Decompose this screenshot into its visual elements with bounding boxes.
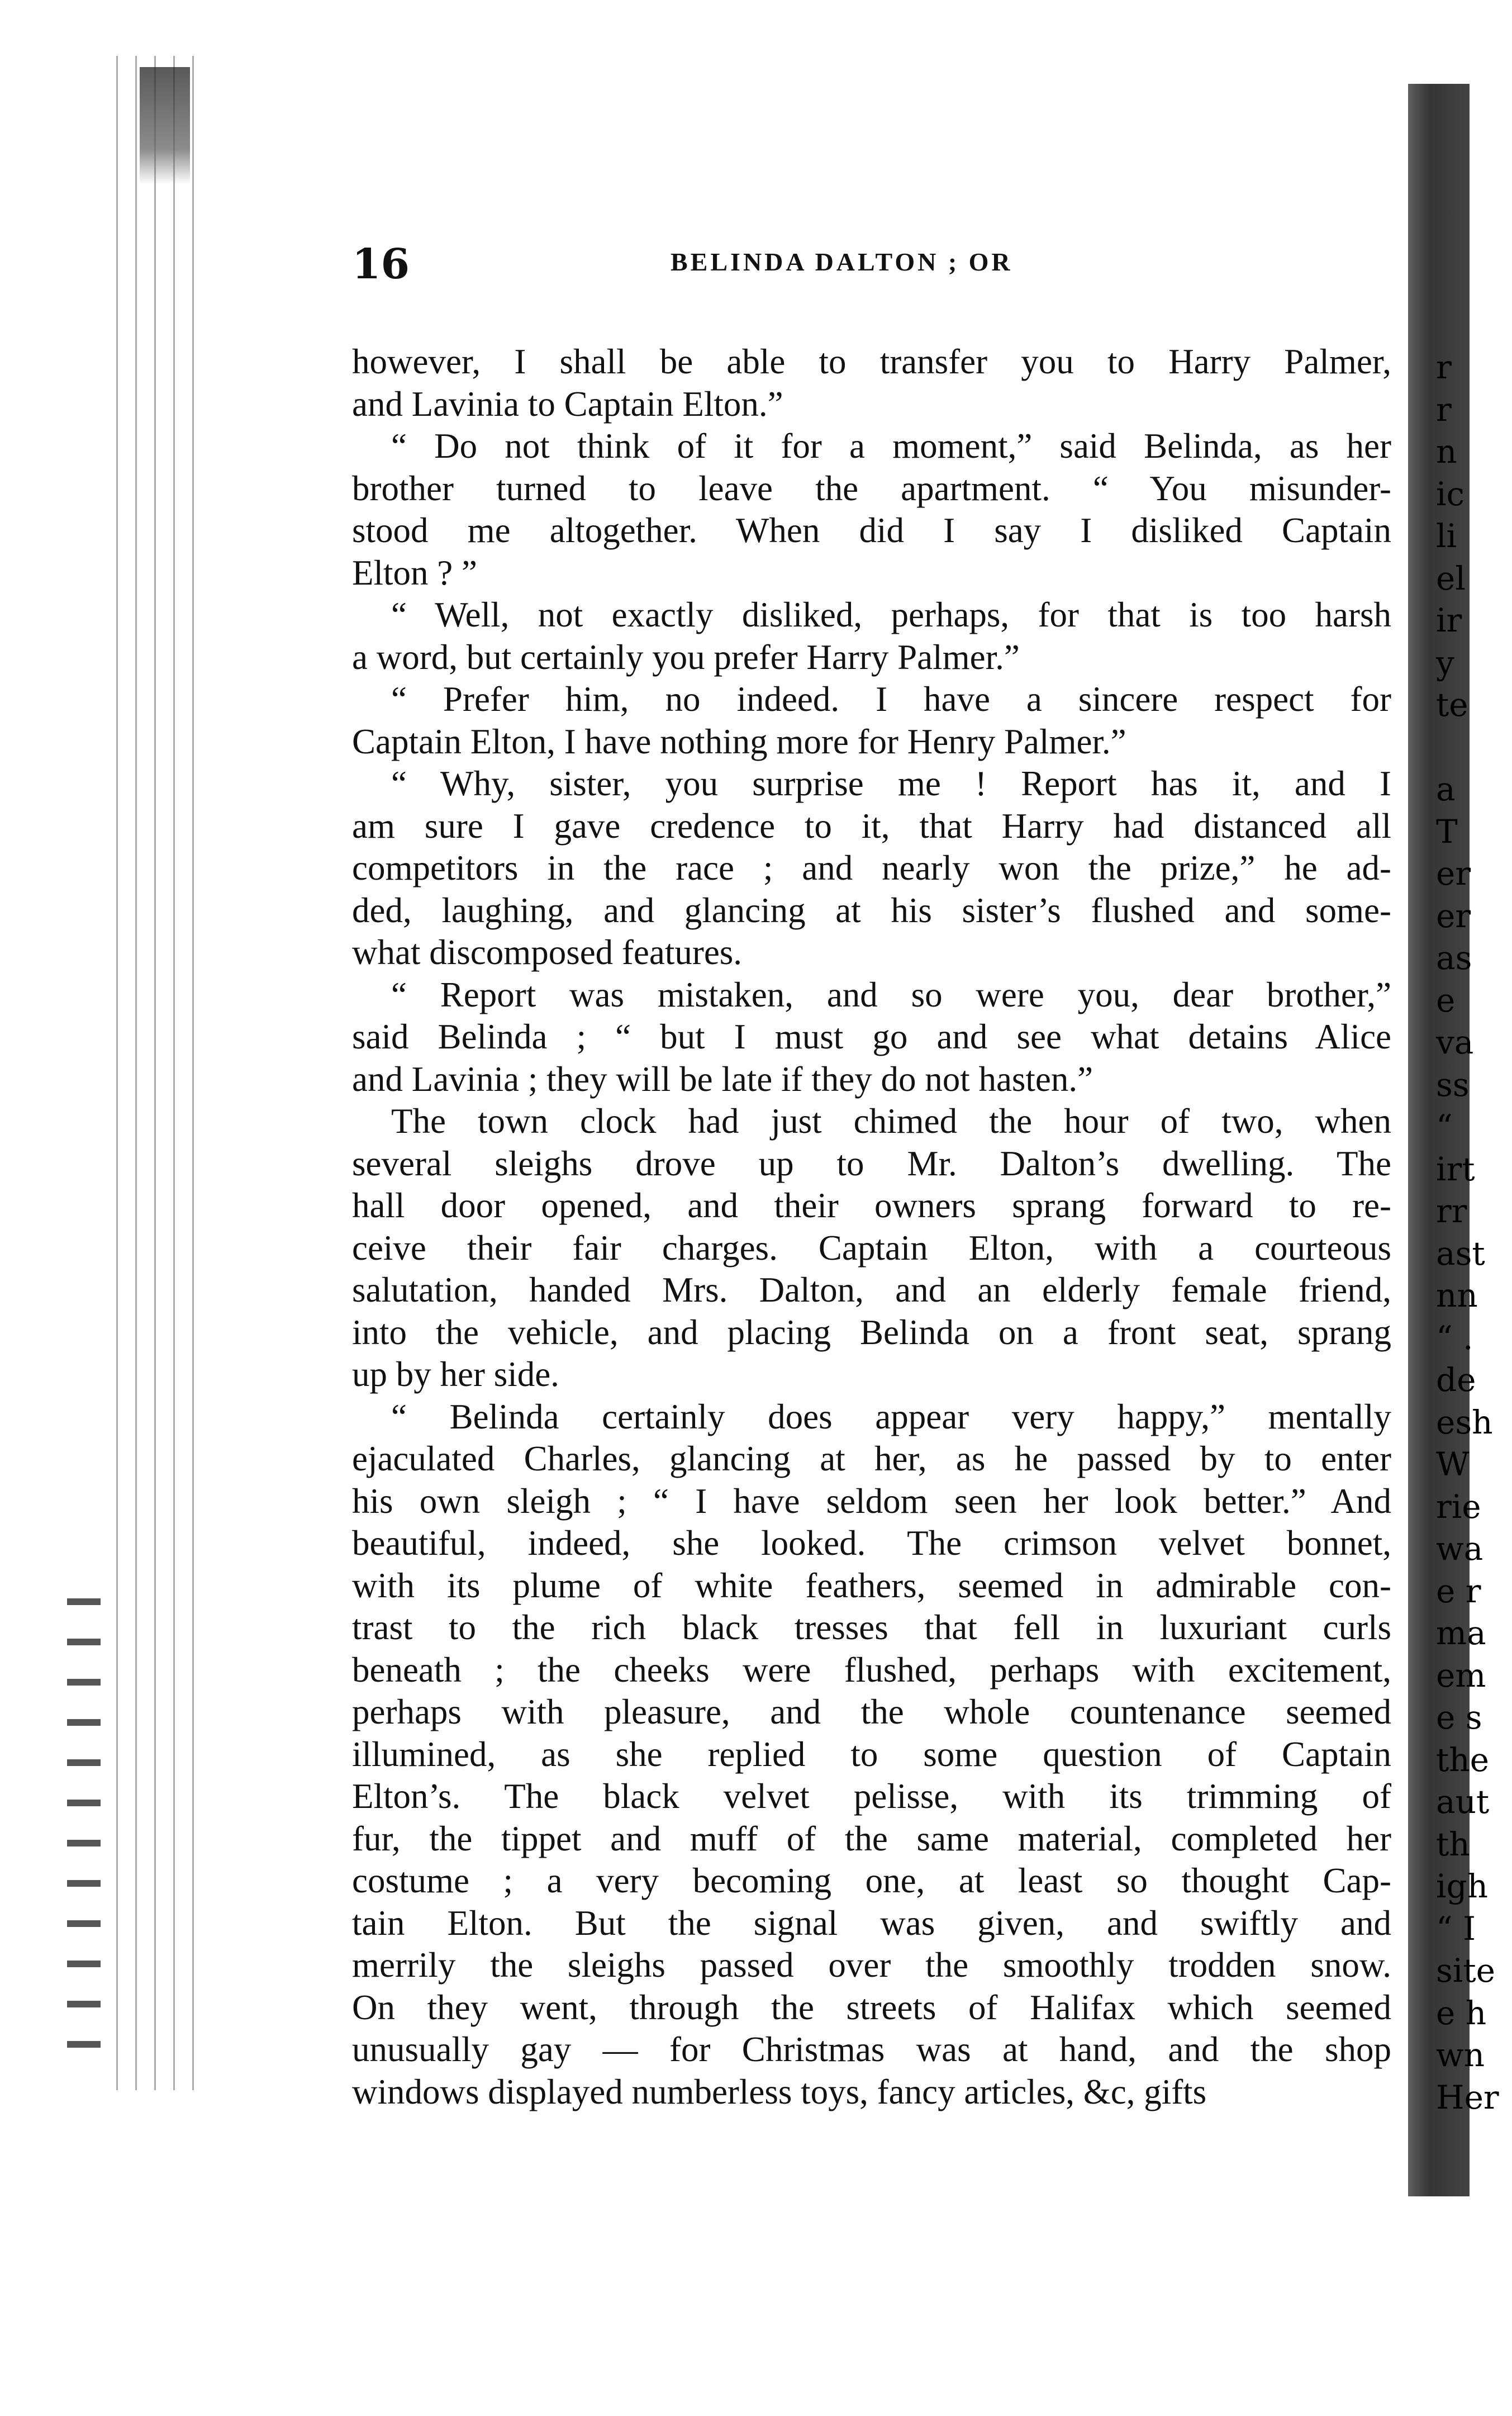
bleed-fragment: e s: [1436, 1698, 1482, 1736]
text-line: brother turned to leave the apartment. “ You misunder-: [352, 468, 1391, 508]
bleed-fragment: “ I: [1436, 1909, 1476, 1948]
bleed-fragment: site: [1436, 1952, 1495, 1990]
bleed-fragment: ma: [1436, 1614, 1486, 1652]
text-line: merrily the sleighs passed over the smoothly trodden snow.: [352, 1945, 1391, 1985]
text-line: into the vehicle, and placing Belinda on a front seat, sprang: [352, 1312, 1391, 1352]
left-margin-marks: [67, 1565, 101, 2068]
text-line: however, I shall be able to transfer you to Harry Palmer,: [352, 342, 1391, 381]
text-line: illumined, as she replied to some question of Captain: [352, 1734, 1391, 1774]
text-line: salutation, handed Mrs. Dalton, and an elderly female friend,: [352, 1270, 1391, 1309]
bleed-fragment: n: [1436, 433, 1457, 471]
text-line: perhaps with pleasure, and the whole countenance seemed: [352, 1692, 1391, 1731]
binding-shadow-top: [140, 67, 190, 184]
running-head: BELINDA DALTON ; OR: [671, 248, 1013, 276]
text-line: am sure I gave credence to it, that Harry had distanced all: [352, 806, 1391, 846]
bleed-fragment: e: [1436, 981, 1456, 1019]
bleed-fragment: igh: [1436, 1867, 1489, 1905]
text-line: ejaculated Charles, glancing at her, as he passed by to enter: [352, 1439, 1391, 1478]
bleed-fragment: ast: [1436, 1234, 1485, 1273]
bleed-fragment: wn: [1436, 2036, 1485, 2074]
bleed-fragment: “ .: [1436, 1318, 1473, 1357]
text-line: On they went, through the streets of Halifax which seemed: [352, 1987, 1391, 2027]
page-header: [352, 240, 1402, 291]
bleed-fragment: rr: [1436, 1192, 1467, 1230]
bleed-fragment: th: [1436, 1825, 1470, 1863]
text-line: several sleighs drove up to Mr. Dalton’s dwelling. The: [352, 1143, 1391, 1183]
bleed-fragment: va: [1436, 1023, 1474, 1061]
text-line: with its plume of white feathers, seemed in admirable con-: [352, 1565, 1391, 1605]
page-number: 16: [352, 240, 410, 288]
bleed-fragment: te: [1436, 686, 1468, 724]
text-line: “ Well, not exactly disliked, perhaps, for that is too harsh: [391, 595, 1391, 634]
text-line: “ Do not think of it for a moment,” said Belinda, as her: [391, 426, 1391, 466]
text-line: unusually gay — for Christmas was at hand, and the shop: [352, 2030, 1391, 2069]
text-line: beautiful, indeed, she looked. The crimson velvet bonnet,: [352, 1523, 1391, 1563]
bleed-fragment: the: [1436, 1740, 1489, 1779]
bleed-fragment: r: [1436, 390, 1452, 429]
text-line: up by her side.: [352, 1355, 559, 1394]
bleed-fragment: a: [1436, 770, 1456, 808]
text-line: competitors in the race ; and nearly won the prize,” he ad-: [352, 848, 1391, 887]
bleed-fragment: r: [1436, 348, 1452, 386]
bleed-fragment: ic: [1436, 474, 1465, 513]
bleed-fragment: er: [1436, 896, 1471, 935]
text-line: fur, the tippet and muff of the same material, completed her: [352, 1819, 1391, 1858]
bleed-fragment: Her: [1436, 2078, 1499, 2116]
bleed-fragment: de: [1436, 1361, 1476, 1399]
text-line: said Belinda ; “ but I must go and see what detains Alice: [352, 1017, 1391, 1056]
bleed-fragment: el: [1436, 559, 1466, 597]
text-line: Elton’s. The black velvet pelisse, with its trimming of: [352, 1777, 1391, 1816]
bleed-fragment: ir: [1436, 601, 1462, 639]
bleed-through-text: [1436, 347, 1512, 2119]
text-line: ded, laughing, and glancing at his sister’s flushed and some-: [352, 890, 1391, 930]
text-line: Captain Elton, I have nothing more for Henry Palmer.”: [352, 722, 1126, 761]
bleed-fragment: esh: [1436, 1403, 1493, 1441]
bleed-fragment: em: [1436, 1656, 1486, 1694]
text-line: The town clock had just chimed the hour of two, when: [391, 1102, 1391, 1141]
binding-shadow: [106, 56, 196, 2090]
text-line: what discomposed features.: [352, 933, 743, 972]
bleed-fragment: “: [1436, 1108, 1453, 1146]
bleed-fragment: e h: [1436, 1993, 1487, 2032]
bleed-fragment: aut: [1436, 1783, 1490, 1821]
text-line: stood me altogether. When did I say I disliked Captain: [352, 511, 1391, 550]
bleed-fragment: e r: [1436, 1572, 1481, 1610]
text-line: windows displayed numberless toys, fancy articles, &c, gifts: [352, 2072, 1207, 2111]
text-line: hall door opened, and their owners sprang forward to re-: [352, 1186, 1391, 1225]
text-line: “ Prefer him, no indeed. I have a sincere respect for: [391, 680, 1391, 719]
text-line: his own sleigh ; “ I have seldom seen her look better.” And: [352, 1481, 1391, 1521]
bleed-fragment: li: [1436, 517, 1457, 555]
bleed-fragment: nn: [1436, 1276, 1478, 1314]
text-line: a word, but certainly you prefer Harry Palmer.”: [352, 637, 1020, 677]
bleed-fragment: er: [1436, 855, 1471, 893]
text-line: “ Report was mistaken, and so were you, dear brother,”: [391, 975, 1391, 1014]
bleed-fragment: irt: [1436, 1150, 1475, 1188]
text-line: trast to the rich black tresses that fell in luxuriant curls: [352, 1608, 1391, 1647]
bleed-fragment: rie: [1436, 1487, 1481, 1526]
body-text: [352, 341, 1391, 2113]
bleed-fragment: T: [1436, 812, 1458, 851]
bleed-fragment: y: [1436, 643, 1454, 682]
bleed-fragment: W: [1436, 1445, 1470, 1483]
text-line: tain Elton. But the signal was given, and swiftly and: [352, 1903, 1391, 1943]
text-line: and Lavinia to Captain Elton.”: [352, 384, 783, 424]
bleed-fragment: as: [1436, 939, 1472, 977]
text-line: “ Belinda certainly does appear very happy,” mentally: [391, 1397, 1391, 1436]
bleed-fragment: wa: [1436, 1530, 1484, 1568]
bleed-fragment: ss: [1436, 1065, 1470, 1104]
text-line: costume ; a very becoming one, at least so thought Cap-: [352, 1861, 1391, 1900]
text-line: ceive their fair charges. Captain Elton, with a courteous: [352, 1228, 1391, 1268]
text-line: Elton ? ”: [352, 553, 477, 592]
text-line: “ Why, sister, you surprise me ! Report has it, and I: [391, 764, 1391, 803]
text-line: beneath ; the cheeks were flushed, perhaps with excitement,: [352, 1650, 1391, 1689]
bleed-fragment: [1436, 727, 1512, 769]
text-line: and Lavinia ; they will be late if they do not hasten.”: [352, 1059, 1093, 1099]
